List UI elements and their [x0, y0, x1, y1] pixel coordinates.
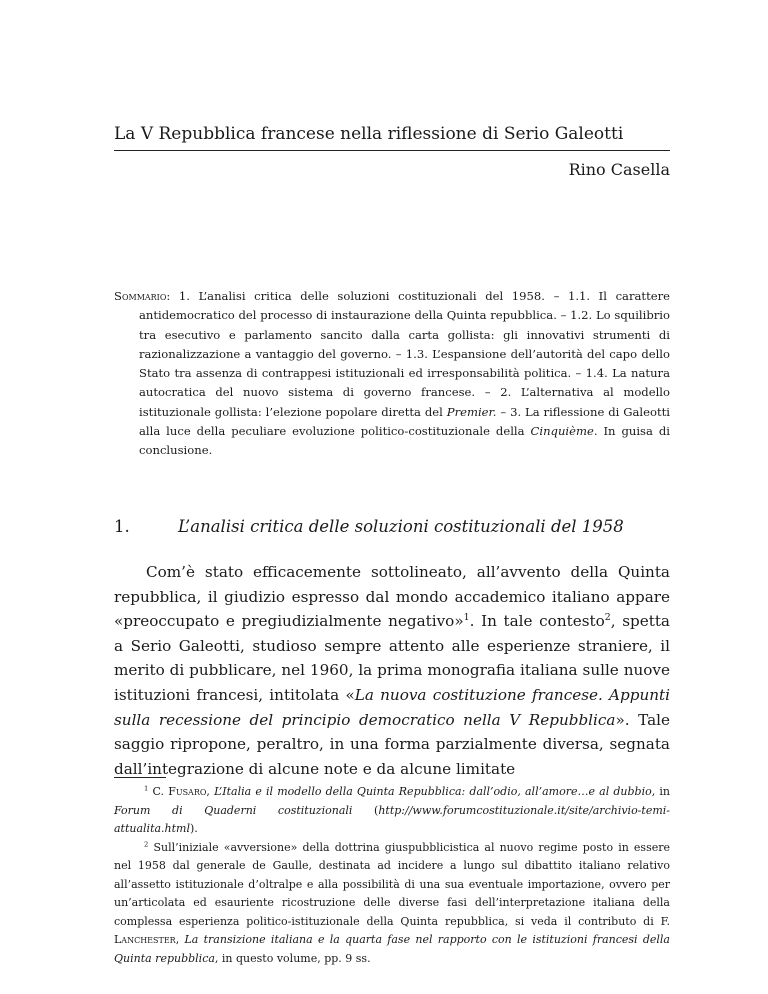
body-text-a: Com’è stato efficacemente sottolineato, all’avvento della Quinta repubblica, il giudizio espresso dal mondo accademico italiano appare «preoccupato e pregiudizialmente negativo» [114, 563, 670, 631]
book-title: La nuova costituzione francese. Appunti sulla recessione del principio democratico nella V Repubblica [114, 685, 670, 729]
footnote-1-author-initial: C. [152, 785, 169, 798]
footnote-ref-1[interactable]: 1 [463, 612, 470, 624]
footnote-1-url[interactable]: http://www.forumcostituzionale.it/site/archivio-temi-attualita.html [114, 803, 670, 835]
footnote-2 [114, 839, 670, 969]
footnote-2-sep: , [175, 933, 185, 946]
section-title: L’analisi critica delle soluzioni costituzionali del 1958 [178, 517, 624, 536]
summary-text-3: . In guisa di conclusione. [139, 424, 670, 458]
footnote-ref-2[interactable]: 2 [604, 612, 611, 624]
body-text-d: ». Tale saggio ripropone, peraltro, in una forma parzialmente diversa, segnata dall’integrazione di alcune note e da alcune limitate [114, 710, 670, 778]
summary: Sommario: 1. L’analisi critica delle soluzioni costituzionali del 1958. – 1.1. Il carattere antidemocratico del processo di instaurazione della Quinta repubblica. – 1.2. Lo squilibrio tra esecutivo e parlamento sancito dalla carta gollista: gli innovativi strumenti di razionalizzazione a vantaggio del governo. – 1.3. L’espansione dell’autorità del capo dello Stato tra assenza di contrappesi istituzionali ed irresponsabilità politica. – 1.4. La natura autocratica del nuovo sistema di governo francese. – 2. L’alternativa al modello istituzionale gollista: l’elezione popolare diretta del Premier. – 3. La riflessione di Galeotti alla luce della peculiare evoluzione politico-costituzionale della Cinquième. In guisa di conclusione. [114, 289, 671, 458]
footnote-1-number: 1 [144, 784, 149, 793]
footnote-1-title: L’Italia e il modello della Quinta Repubblica: dall’odio, all’amore…e al dubbio [214, 785, 652, 798]
section-number: 1. [114, 517, 130, 536]
section-heading [114, 517, 670, 536]
summary-premier: Premier. [446, 404, 497, 419]
footnote-2-text: Sull’iniziale «avversione» della dottrina giuspubblicistica al nuovo regime posto in essere nel 1958 dal generale de Gaulle, destinata ad incidere a lungo sul dibattito italiano relativo all’assetto istituzionale d’oltralpe e alla possibilità di una sua eventuale importazione, ovvero per un’articolata ed esauriente ricostruzione delle diverse fasi dell’interpretazione italiana della complessa esperienza politico-istituzionale della Quinta repubblica, si veda il contributo di F. [114, 840, 670, 928]
footnote-1-sep-3: ( [352, 803, 379, 817]
footnote-2-number: 2 [144, 839, 149, 848]
body-text-b: . In tale contesto [469, 612, 605, 631]
footnote-1-journal: Forum di Quaderni costituzionali [114, 803, 353, 817]
footnote-2-end: , in questo volume, pp. 9 ss. [214, 951, 371, 965]
footnote-1-end: ). [190, 822, 198, 835]
summary-text: 1. L’analisi critica delle soluzioni costituzionali del 1958. – 1.1. Il carattere antidemocratico del processo di instaurazione della Quinta repubblica. – 1.2. Lo squilibrio tra esecutivo e parlamento sancito dalla carta gollista: gli innovativi strumenti di razionalizzazione a vantaggio del governo. – 1.3. L’espansione dell’autorità del capo dello Stato tra assenza di contrappesi istituzionali ed irresponsabilità politica. – 1.4. La natura autocratica del nuovo sistema di governo francese. – 2. L’alternativa al modello istituzionale gollista: l’elezione popolare diretta del [139, 289, 671, 419]
author-name: Rino Casella [568, 160, 670, 179]
summary-cinquieme: Cinquième [530, 424, 594, 439]
footnote-rule [114, 777, 166, 778]
body-paragraph [114, 560, 670, 781]
footnote-2-author: Lanchester [114, 933, 176, 946]
footnotes [114, 783, 670, 968]
summary-text-2: – 3. La riflessione di Galeotti alla luce della peculiare evoluzione politico-costituzionale della [139, 404, 670, 439]
article-title: La V Repubblica francese nella riflessione di Serio Galeotti [114, 124, 624, 144]
body-text-c: , spetta a Serio Galeotti, studioso sempre attento alle esperienze straniere, il merito di pubblicare, nel 1960, la prima monografia italiana sulle nuove istituzioni francesi, intitolata « [114, 612, 670, 704]
footnote-2-title: La transizione italiana e la quarta fase nel rapporto con le istituzioni francesi della Quinta repubblica [114, 933, 670, 965]
footnote-1-sep-2: , in [651, 785, 670, 798]
footnote-1 [114, 783, 670, 839]
footnote-1-author: Fusaro [168, 785, 207, 798]
title-rule [114, 150, 670, 151]
summary-label: Sommario [114, 289, 167, 303]
footnote-1-sep: , [206, 785, 215, 798]
